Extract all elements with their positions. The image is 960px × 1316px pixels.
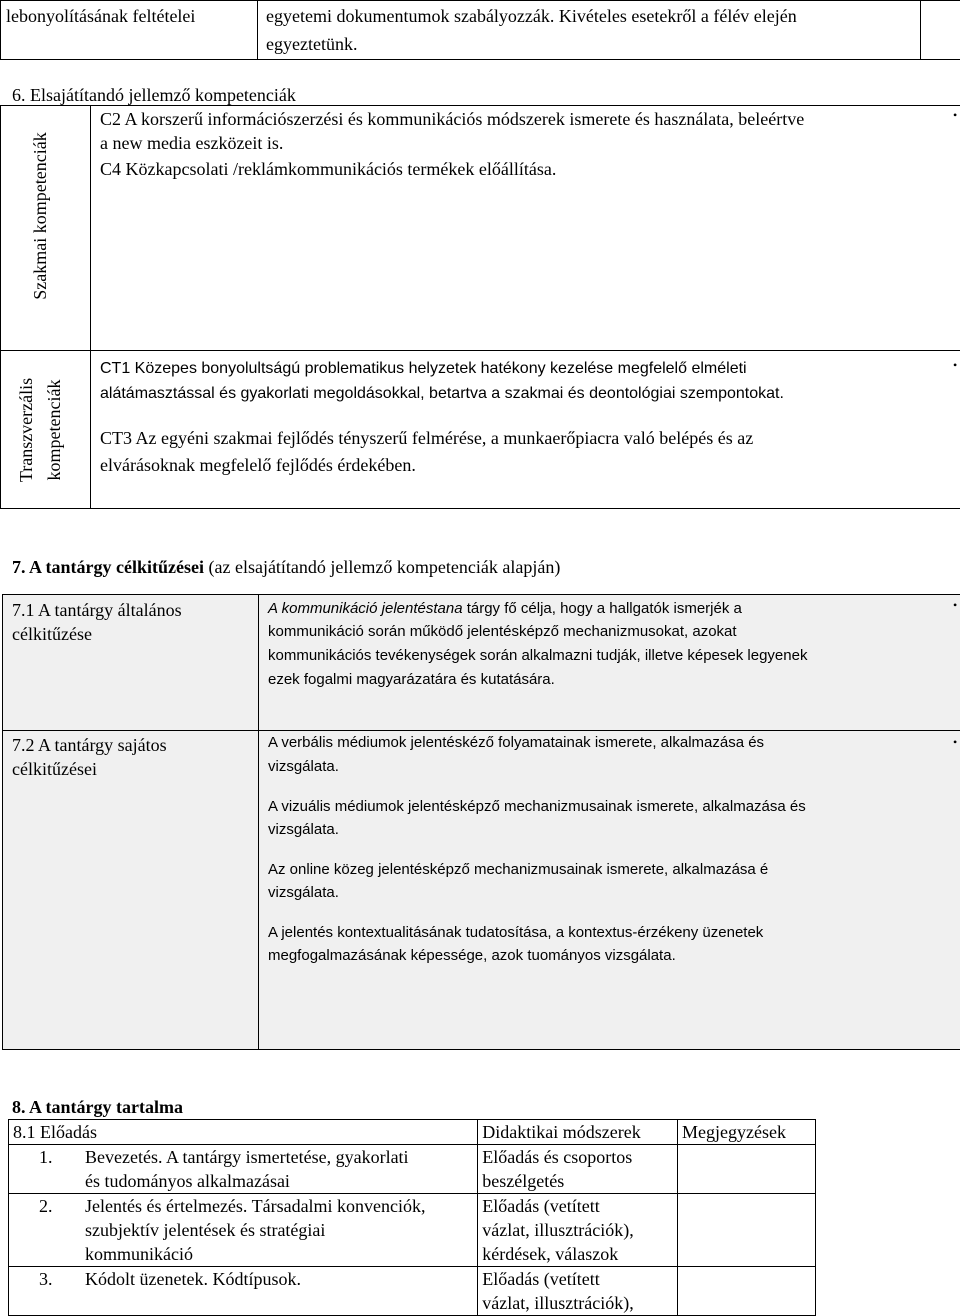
row-notes xyxy=(678,1194,816,1267)
row-topic-2: és tudományos alkalmazásai xyxy=(85,1171,290,1191)
header-methods: Didaktikai módszerek xyxy=(478,1120,678,1145)
section8-heading: 8. A tantárgy tartalma xyxy=(12,1097,183,1117)
section6-heading: 6. Elsajátítandó jellemző kompetenciák xyxy=(12,85,296,105)
margin-mark-2: • xyxy=(953,358,958,372)
competence-row-divider xyxy=(0,350,960,351)
general-objective-line-3: kommunikációs tevékenységek során alkalmazni tudják, illetve képesek legyenek xyxy=(268,647,808,664)
row-method-1: Előadás (vetített xyxy=(482,1269,600,1289)
competence-column-divider xyxy=(90,105,91,509)
row-method-1: Előadás (vetített xyxy=(482,1196,600,1216)
header-lecture: 8.1 Előadás xyxy=(9,1120,478,1145)
row-topic-2: szubjektív jelentések és stratégiai xyxy=(85,1220,326,1240)
margin-mark-1: • xyxy=(953,108,958,122)
section7-heading-bold: 7. A tantárgy célkitűzései xyxy=(12,557,204,577)
table-row xyxy=(9,1267,816,1316)
specific-objective-4-line-1: A jelentés kontextualitásának tudatosítása, a kontextus-érzékeny üzenetek xyxy=(268,924,764,941)
general-objective-label-1: 7.1 A tantárgy általános xyxy=(12,600,182,620)
content-header-row xyxy=(9,1120,816,1145)
specific-objective-1-line-2: vizsgálata. xyxy=(268,758,339,775)
row-topic-1: Jelentés és értelmezés. Társadalmi konvenciók, xyxy=(85,1196,426,1216)
section7-heading xyxy=(12,555,560,579)
transzverzalis-label-1: Transzverzális xyxy=(16,377,36,483)
row-number: 2. xyxy=(39,1196,53,1216)
szakmai-label: Szakmai kompetenciák xyxy=(30,132,50,300)
general-objective-label-2: célkitűzése xyxy=(12,624,92,644)
top-row-right-text-2: egyeztetünk. xyxy=(266,34,358,54)
szakmai-line-3: C4 Közkapcsolati /reklámkommunikációs termékek előállítása. xyxy=(100,159,557,179)
ct1-line-1: CT1 Közepes bonyolultságú problematikus helyzetek hatékony kezelése megfelelő elméleti xyxy=(100,360,747,377)
specific-objective-1-line-1: A verbális médiumok jelentéskéző folyamatainak ismerete, alkalmazása és xyxy=(268,734,765,751)
row-number: 3. xyxy=(39,1269,53,1289)
row-method-2: vázlat, illusztrációk), xyxy=(482,1293,634,1313)
row-number: 1. xyxy=(39,1147,53,1167)
objectives-column-divider xyxy=(258,594,259,1050)
row-method-2: vázlat, illusztrációk), xyxy=(482,1220,634,1240)
general-objective-line-1: A kommunikáció jelentéstana tárgy fő célja, hogy a hallgatók ismerjék a xyxy=(268,600,742,617)
margin-mark-3: • xyxy=(953,598,958,612)
row-notes xyxy=(678,1267,816,1316)
ct1-line-2: alátámasztással és gyakorlati megoldásokkal, betartva a szakmai és deontológiai szempontokat. xyxy=(100,385,784,402)
specific-objective-2-line-1: A vizuális médiumok jelentésképző mechanizmusainak ismerete, alkalmazása és xyxy=(268,798,806,815)
row-method-1: Előadás és csoportos xyxy=(482,1147,633,1167)
specific-objective-3-line-2: vizsgálata. xyxy=(268,884,339,901)
specific-objective-3-line-1: Az online közeg jelentésképző mechanizmusainak ismerete, alkalmazása é xyxy=(268,861,769,878)
specific-objective-4-line-2: megfogalmazásának képessége, azok tuományos vizsgálata. xyxy=(268,947,676,964)
header-notes: Megjegyzések xyxy=(678,1120,816,1145)
content-table xyxy=(8,1119,816,1316)
specific-objective-2-line-2: vizsgálata. xyxy=(268,821,339,838)
row-topic-1: Bevezetés. A tantárgy ismertetése, gyakorlati xyxy=(85,1147,409,1167)
margin-mark-4: • xyxy=(953,735,958,749)
top-row-left-text: lebonyolításának feltételei xyxy=(6,6,196,26)
general-objective-line-4: ezek fogalmi magyarázatára és kutatására. xyxy=(268,671,555,688)
row-notes xyxy=(678,1145,816,1194)
row-topic-1: Kódolt üzenetek. Kódtípusok. xyxy=(85,1269,301,1289)
ct3-line-2: elvárásoknak megfelelő fejlődés érdekében. xyxy=(100,455,416,475)
transzverzalis-label-2: kompetenciák xyxy=(44,379,64,481)
table-row xyxy=(9,1194,816,1267)
row-method-3: kérdések, válaszok xyxy=(482,1244,619,1264)
top-row-right-text-1: egyetemi dokumentumok szabályozzák. Kivételes esetekről a félév elején xyxy=(266,6,797,26)
general-objective-line-2: kommunikáció során működő jelentésképző mechanizmusokat, azokat xyxy=(268,623,737,640)
course-title-italic: A kommunikáció jelentéstana xyxy=(268,600,463,617)
row-method-2: beszélgetés xyxy=(482,1171,565,1191)
section7-heading-rest: (az elsajátítandó jellemző kompetenciák alapján) xyxy=(203,557,561,577)
top-row-edge-cell xyxy=(920,0,960,60)
specific-objective-label-1: 7.2 A tantárgy sajátos xyxy=(12,735,167,755)
ct3-line-1: CT3 Az egyéni szakmai fejlődés tényszerű felmérése, a munkaerőpiacra való belépés és az xyxy=(100,428,754,448)
szakmai-line-1: C2 A korszerű információszerzési és kommunikációs módszerek ismerete és használata, beleértve xyxy=(100,109,805,129)
table-row xyxy=(9,1145,816,1194)
szakmai-line-2: a new media eszközeit is. xyxy=(100,133,284,153)
specific-objective-label-2: célkitűzései xyxy=(12,759,97,779)
row-topic-3: kommunikáció xyxy=(85,1244,193,1264)
